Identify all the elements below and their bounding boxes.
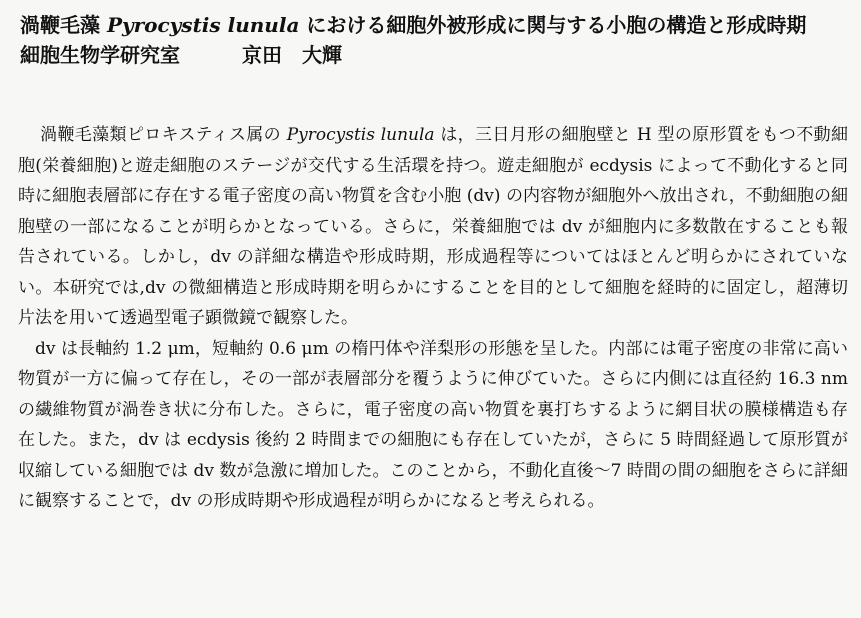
para1-text: は，三日月形の細胞壁と H 型の原形質をもつ不動細胞(栄養細胞)と遊走細胞のステージが交代する生活環を持つ。遊走細胞が ecdysis によって不動化すると同時に細胞表層部に存在する電子密度の高い物質を含む小胞 (dv) の内容物が細胞外へ放出され，不動細胞の細胞壁の一部になることが明らかとなっている。さらに，栄養細胞では dv が細胞内に多数散在することも報告されている。しかし，dv の詳細な構造や形成時期，形成過程等についてはほとんど明らかにされていない。本研究では,dv の微細構造と形成時期を明らかにすることを目的として細胞を経時的に固定し，超薄切片法を用いて透過型電子顕微鏡で観察した。 bbox=[18, 125, 848, 328]
title-prefix: 渦鞭毛藻 bbox=[20, 13, 107, 37]
author-line bbox=[20, 42, 850, 68]
author-name: 京田 大輝 bbox=[242, 43, 342, 67]
para1-species: Pyrocystis lunula bbox=[286, 125, 435, 145]
para1-intro: 渦鞭毛藻類ピロキスティス属の bbox=[40, 125, 287, 145]
paper-header bbox=[20, 12, 850, 68]
title-species: Pyrocystis lunula bbox=[106, 13, 300, 37]
paragraph-2: dv は長軸約 1.2 μm，短軸約 0.6 μm の楕円体や洋梨形の形態を呈した。内部には電子密度の非常に高い物質が一方に偏って存在し，その一部が表層部分を覆うように伸びていた。さらに内側には直径約 16.3 nm の繊維物質が渦巻き状に分布した。さらに，電子密度の高い物質を裏打ちするように網目状の膜様構造も存在した。また，dv は ecdysis 後約 2 時間までの細胞にも存在していたが，さらに 5 時間経過して原形質が収縮している細胞では dv 数が急激に増加した。このことから，不動化直後〜7 時間の間の細胞をさらに詳細に観察することで，dv の形成時期や形成過程が明らかになると考えられる。 bbox=[18, 338, 848, 511]
paragraph-1 bbox=[18, 120, 848, 334]
lab-name: 細胞生物学研究室 bbox=[20, 43, 180, 67]
title-suffix: における細胞外被形成に関与する小胞の構造と形成時期 bbox=[299, 13, 807, 37]
paper-title bbox=[20, 12, 850, 38]
abstract-body bbox=[18, 120, 848, 517]
